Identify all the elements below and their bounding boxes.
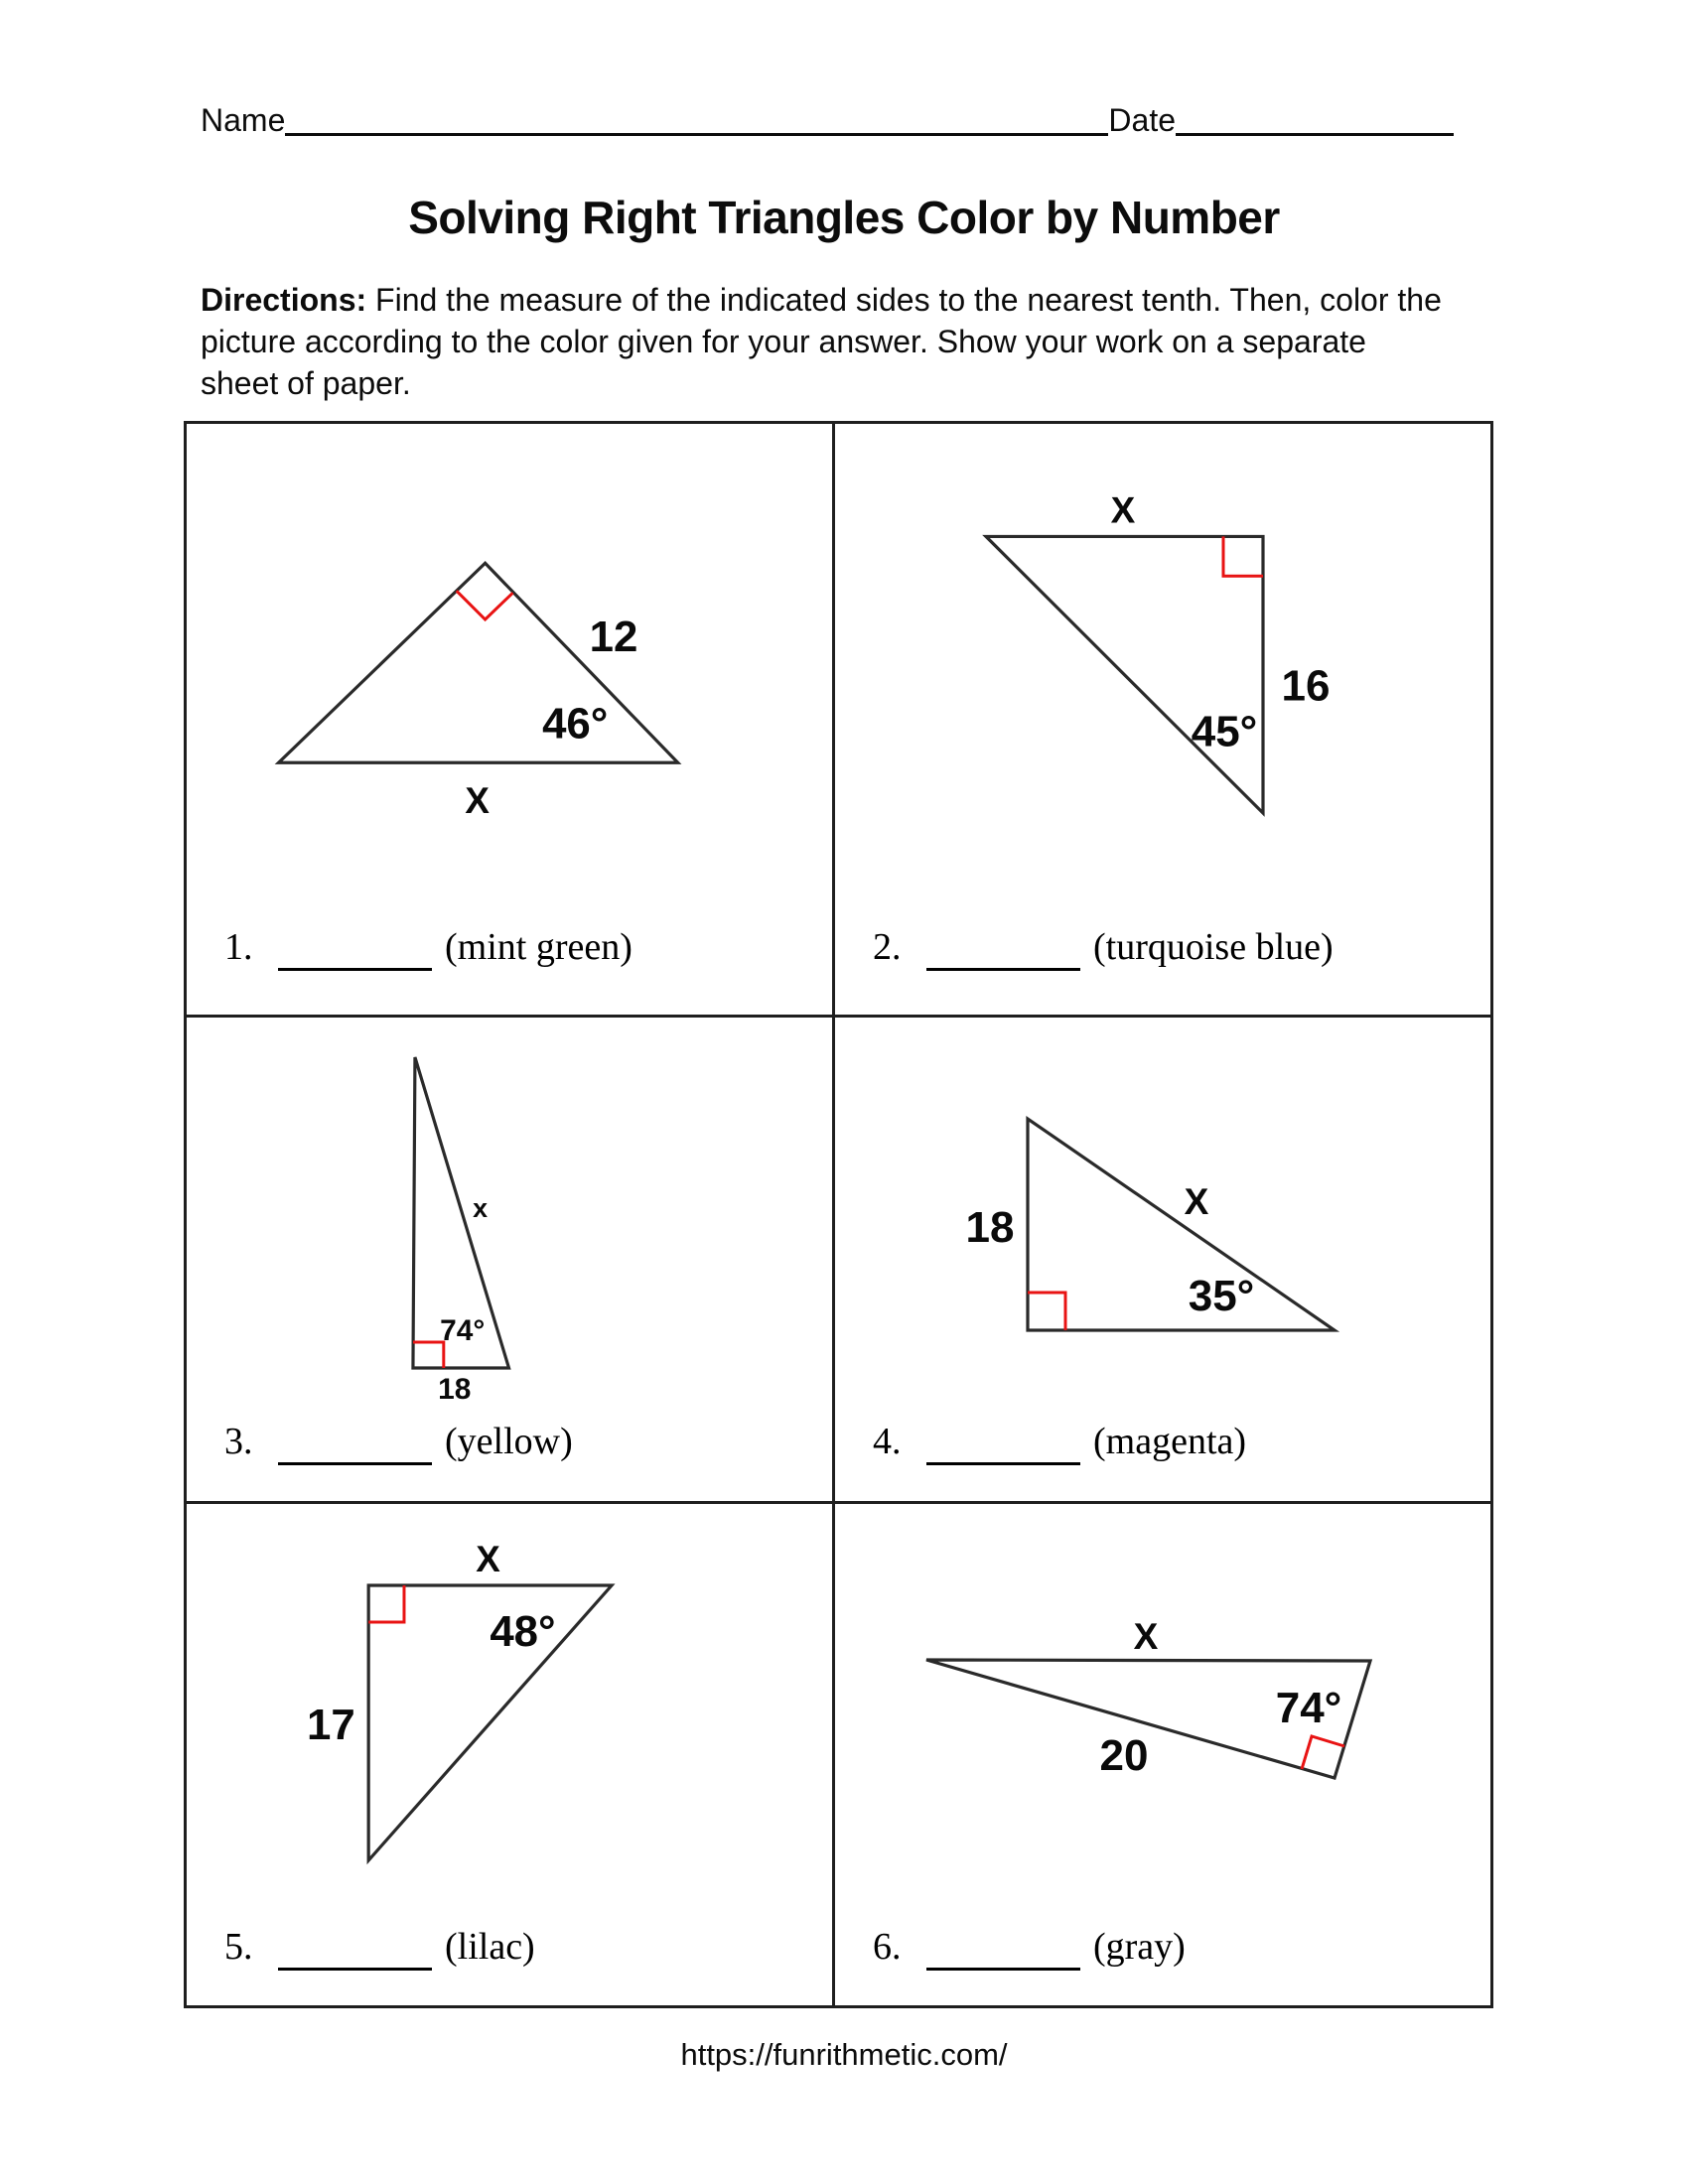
problem-number: 3.: [224, 1421, 253, 1462]
date-label: Date: [1108, 102, 1176, 139]
name-blank-line: [285, 133, 1108, 136]
color-name: (magenta): [1093, 1421, 1247, 1462]
right-angle-mark: [457, 591, 513, 619]
side-length-label: 12: [589, 612, 638, 661]
color-name: (gray): [1093, 1926, 1186, 1968]
right-angle-mark: [368, 1585, 404, 1622]
angle-label: 46°: [542, 699, 609, 749]
answer-line-2: [873, 925, 1334, 969]
problem-number: 2.: [873, 926, 902, 968]
side-length-label: 18: [438, 1372, 472, 1407]
date-blank-line: [1176, 133, 1454, 136]
directions-line1: Find the measure of the indicated sides to the nearest tenth. Then, color the: [366, 282, 1442, 318]
unknown-side-label: X: [465, 780, 490, 822]
answer-line-3: [224, 1420, 573, 1463]
unknown-side-label: X: [1184, 1181, 1209, 1222]
answer-line-5: [224, 1925, 535, 1969]
color-name: (yellow): [445, 1421, 573, 1462]
answer-line-6: [873, 1925, 1186, 1969]
directions-line3: sheet of paper.: [201, 365, 411, 401]
color-name: (lilac): [445, 1926, 535, 1968]
answer-blank: [926, 1462, 1080, 1465]
answer-blank: [926, 1968, 1080, 1971]
problem-cell-6: [835, 1504, 1490, 2005]
color-name: (mint green): [445, 926, 633, 968]
problem-cell-4: [835, 1018, 1490, 1504]
directions-text: [201, 279, 1491, 404]
answer-blank: [278, 1462, 432, 1465]
answer-line-4: [873, 1420, 1246, 1463]
color-name: (turquoise blue): [1093, 926, 1334, 968]
answer-line-1: [224, 925, 633, 969]
unknown-side-label: X: [1110, 489, 1136, 531]
right-angle-mark: [1223, 536, 1263, 576]
problem-cell-2: [835, 424, 1490, 1018]
side-length-label: 17: [306, 1700, 355, 1750]
unknown-side-label: X: [476, 1538, 500, 1580]
directions-line2: picture according to the color given for your answer. Show your work on a separate: [201, 324, 1366, 359]
problem-cell-1: [187, 424, 835, 1018]
angle-label: 74°: [440, 1313, 486, 1348]
right-angle-mark: [1028, 1293, 1065, 1330]
side-length-label: 20: [1099, 1731, 1149, 1780]
angle-label: 48°: [490, 1606, 556, 1657]
problem-number: 4.: [873, 1421, 902, 1462]
angle-label: 45°: [1191, 707, 1258, 756]
triangle-outline: [1028, 1119, 1335, 1330]
name-label: Name: [201, 102, 286, 139]
problem-cell-5: [187, 1504, 835, 2005]
answer-blank: [278, 968, 432, 971]
unknown-side-label: X: [1133, 1616, 1159, 1657]
triangle-outline: [986, 536, 1263, 813]
problem-number: 5.: [224, 1926, 253, 1968]
problem-number: 1.: [224, 926, 253, 968]
angle-label: 74°: [1275, 1684, 1342, 1732]
triangle-outline: [279, 563, 678, 762]
problem-grid: [184, 421, 1493, 2008]
directions-label: Directions:: [201, 282, 367, 318]
footer-url: https://funrithmetic.com/: [680, 2037, 1008, 2072]
name-date-header: [201, 93, 1454, 139]
problem-cell-3: [187, 1018, 835, 1504]
side-length-label: 16: [1281, 661, 1331, 711]
answer-blank: [926, 968, 1080, 971]
answer-blank: [278, 1968, 432, 1971]
angle-label: 35°: [1188, 1272, 1255, 1320]
problem-number: 6.: [873, 1926, 902, 1968]
side-length-label: 18: [965, 1203, 1015, 1252]
unknown-side-label: x: [473, 1192, 489, 1224]
page-title: Solving Right Triangles Color by Number: [408, 192, 1280, 243]
